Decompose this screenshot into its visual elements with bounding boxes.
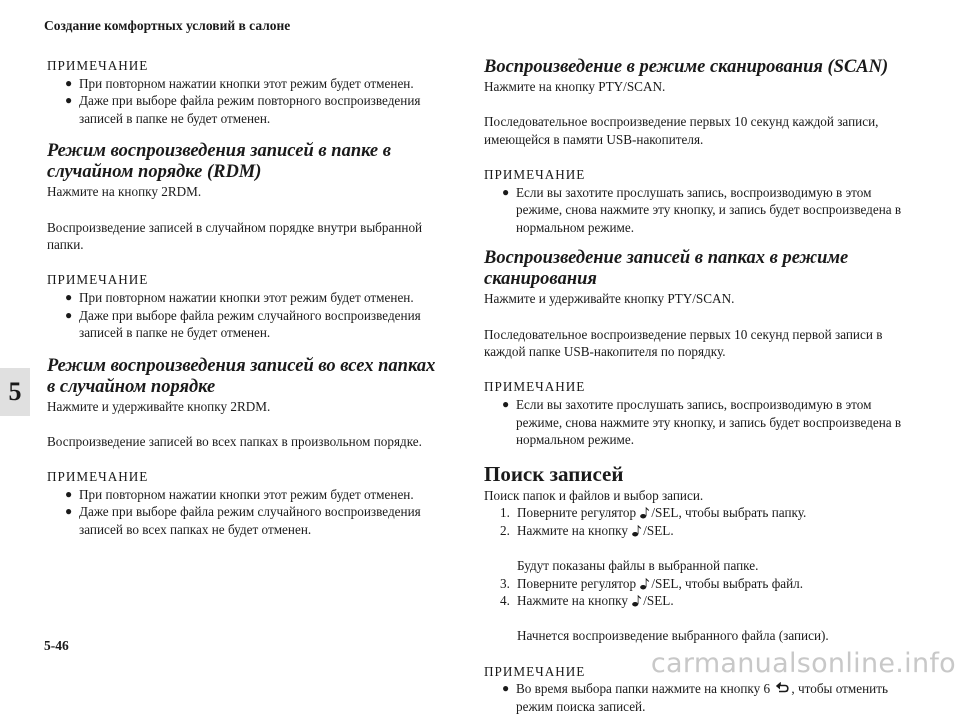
note-item: ● Даже при выборе файла режим случайного воспроизведения записей во всех папках не будет отменен.	[65, 504, 421, 537]
section-title-rdm: Режим воспроизведения записей в папке в случайном порядке (RDM)	[47, 141, 392, 183]
note-item: ● При повторном нажатии кнопки этот режим будет отменен.	[65, 486, 414, 502]
note-item: ● Даже при выборе файла режим случайного воспроизведения записей в папке не будет отменен.	[65, 307, 421, 341]
section-title-folder-scan: Воспроизведение записей в папках в режиме сканирования	[484, 248, 849, 290]
note-item: ● Даже при выборе файла режим повторного воспроизведения записей в папке не будет отменен.	[65, 93, 421, 126]
step-result: Будут показаны файлы в выбранной папке.	[517, 558, 759, 574]
music-note-icon	[631, 524, 643, 537]
paragraph: Нажмите на кнопку PTY/SCAN.	[484, 79, 666, 94]
watermark: carmanualsonline.info	[650, 648, 956, 679]
section-title-all-folders: Режим воспроизведения записей во всех папках в случайном порядке	[47, 355, 436, 397]
note-item: ● Во время выбора папки нажмите на кнопку 6 , чтобы отменить режим поиска записей.	[502, 681, 888, 714]
step-result: Начнется воспроизведение выбранного файла (записи).	[517, 628, 829, 644]
music-note-icon	[639, 577, 651, 590]
bullet-icon: ●	[65, 75, 73, 90]
left-column	[47, 57, 447, 538]
bullet-icon: ●	[502, 396, 510, 411]
step-item: 3. Поверните регулятор /SEL, чтобы выбрать файл.	[500, 575, 804, 591]
note-label: ПРИМЕЧАНИЕ	[47, 58, 149, 73]
paragraph: Последовательное воспроизведение первых 10 секунд первой записи в каждой папке USB-накопителя по порядку.	[484, 326, 883, 360]
music-note-icon	[631, 594, 643, 607]
bullet-icon: ●	[65, 486, 73, 501]
note-item: ● При повторном нажатии кнопки этот режим будет отменен.	[65, 75, 414, 91]
note-label: ПРИМЕЧАНИЕ	[484, 379, 586, 395]
paragraph: Нажмите и удерживайте кнопку 2RDM.	[47, 398, 271, 414]
note-item: ● При повторном нажатии кнопки этот режим будет отменен.	[65, 289, 414, 305]
note-label: ПРИМЕЧАНИЕ	[484, 663, 586, 679]
section-title-search: Поиск записей	[484, 461, 624, 486]
note-label: ПРИМЕЧАНИЕ	[47, 272, 149, 288]
bullet-icon: ●	[502, 184, 510, 199]
bullet-icon: ●	[65, 289, 73, 304]
paragraph: Нажмите на кнопку 2RDM.	[47, 184, 202, 200]
page-number: 5-46	[44, 638, 69, 653]
note-item: ● Если вы захотите прослушать запись, воспроизводимую в этом режиме, снова нажмите эту кнопку, и запись будет воспроизведена в нормальном режиме.	[502, 396, 902, 448]
section-title-scan: Воспроизведение в режиме сканирования (SCAN)	[484, 57, 889, 77]
paragraph: Нажмите и удерживайте кнопку PTY/SCAN.	[484, 291, 735, 307]
right-column	[484, 57, 904, 715]
bullet-icon: ●	[65, 93, 73, 108]
paragraph: Воспроизведение записей во всех папках в произвольном порядке.	[47, 433, 422, 449]
paragraph: Поиск папок и файлов и выбор записи.	[484, 487, 704, 503]
paragraph: Последовательное воспроизведение первых 10 секунд каждой записи, имеющейся в памяти USB-накопителя.	[484, 114, 879, 147]
step-item: 1. Поверните регулятор /SEL, чтобы выбрать папку.	[500, 505, 807, 521]
chapter-tab: 5	[0, 368, 30, 416]
page-header: Создание комфортных условий в салоне	[44, 18, 291, 33]
return-arrow-icon	[775, 682, 789, 694]
bullet-icon: ●	[65, 307, 73, 322]
paragraph: Воспроизведение записей в случайном порядке внутри выбранной папки.	[47, 219, 423, 253]
note-item: ● Если вы захотите прослушать запись, воспроизводимую в этом режиме, снова нажмите эту кнопку, и запись будет воспроизведена в нормальном режиме.	[502, 184, 902, 235]
step-item: 4. Нажмите на кнопку /SEL.	[500, 593, 674, 609]
bullet-icon: ●	[502, 681, 510, 696]
note-label: ПРИМЕЧАНИЕ	[484, 166, 586, 182]
step-item: 2. Нажмите на кнопку /SEL.	[500, 522, 674, 538]
bullet-icon: ●	[65, 504, 73, 519]
note-label: ПРИМЕЧАНИЕ	[47, 469, 149, 485]
music-note-icon	[639, 506, 651, 519]
